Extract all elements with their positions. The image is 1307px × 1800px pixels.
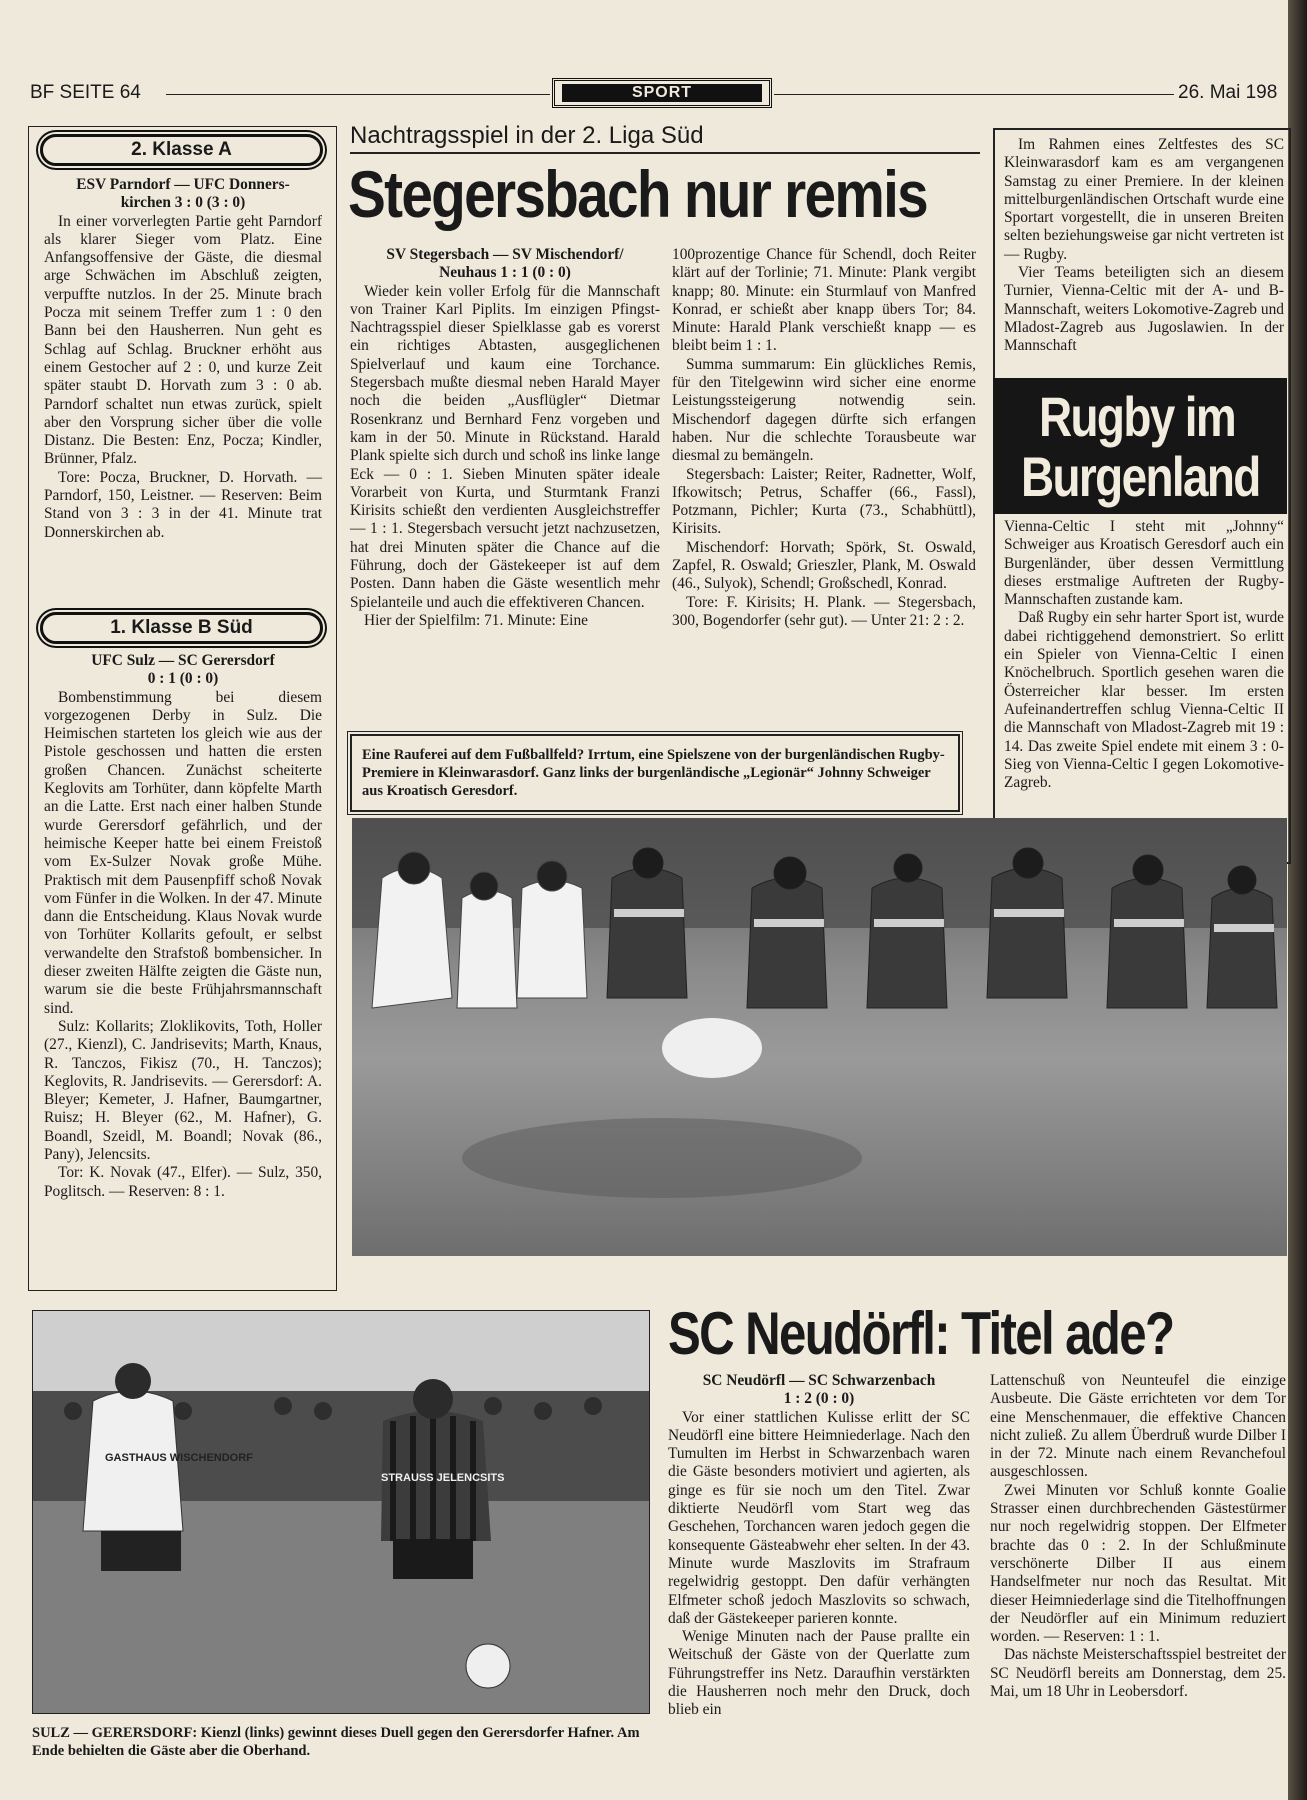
paragraph-lineup-home: Stegersbach: Laister; Reiter, Radnetter, Wolf, Ifkowitsch; Petrus, Schaffer (66., Fassl), Potzmann, Pichler; Kurta (73., Schabhüttl), Kirisits. [672,465,976,538]
paragraph-tor: Tor: K. Novak (47., Elfer). — Sulz, 350, Poglitsch. — Reserven: 8 : 1. [44,1164,322,1200]
headline-line-1: Rugby im [1039,385,1236,448]
paragraph: Summa summarum: Ein glückliches Remis, für den Titelgewinn wird sicher eine enorme Leistungssteigerung notwendig sein. Mischendorf dagegen dürfte sich erfangen haben. Nur die schlechte Torausbeute war diesmal zu bemängeln. [672,355,976,465]
paragraph: Vor einer stattlichen Kulisse erlitt der SC Neudörfl eine bittere Heimniederlage. Nach den Tumulten im Herbst in Schwarzenbach waren die Gäste besonders motiviert und agierten, als ginge es für sie noch um den Titel. Zwar diktierte Neudörfl vom Start weg das Geschehen, Torchancen waren jedoch gegen die konsequente Gästeabwehr eher selten. In der 43. Minute wurde Maszlovits im Strafraum regelwidrig gestoppt. Den dafür verhängten Elfmeter schoß jedoch Maszlovits so schwach, daß der Gästekeeper parieren konnte. [668,1408,970,1627]
rugby-headline-box [993,378,1287,514]
neudoerfl-column-2 [990,1372,1286,1701]
game-teams: SC Neudörfl — SC Schwarzenbach [702,1372,936,1389]
rugby-photo-illustration [352,818,1287,1256]
sport-label-box [552,78,772,108]
paragraph: Bombenstimmung bei diesem vorgezogenen Derby in Sulz. Die Heimischen starteten los gleich wie aus der Pistole geschossen und hatten die ersten großen Chancen. Zunächst scheiterte Keglovits am Torhüter, dann köpfelte Marth an die Latte. Erst nach einer halben Stunde wurde Gerersdorf gefährlich, und der heimische Keeper hatte bei einem Freistoß vom Ex-Sulzer Novak große Mühe. Praktisch mit dem Pausenpfiff schoß Novak vom Fünfer in die Wolken. In der 47. Minute dann die Entscheidung. Klaus Novak wurde von Torhüter Kollarits gefoult, er selbst verwandelte den Strafstoß bombensicher. In dieser zweiten Hälfte zeigten die Gäste nun, warum sie die beste Frühjahrsmannschaft sind. [44,688,322,1017]
paragraph: Im Rahmen eines Zeltfestes des SC Kleinwarasdorf kam es am vergangenen Samstag zu einer Premiere. In der kleinen mittelburgenländischen Ortschaft wurde eine Sportart vorgestellt, die in unseren Breiten selten beziehungsweise gar nicht vertreten ist — Rugby. [1004,136,1284,263]
paragraph: Hier der Spielfilm: 71. Minute: Eine [364,611,588,629]
headline-stegersbach: Stegersbach nur remis [348,157,928,231]
paragraph: Vienna-Celtic I steht mit „Johnny“ Schweiger aus Kroatisch Geresdorf auch ein Burgenländer, über dessen Vermittlung dieses erstmalige Auftreten der Rugby-Mannschaften zustande kam. [1004,518,1284,609]
neudoerfl-column-1 [668,1372,970,1720]
paragraph: 100prozentige Chance für Schendl, doch Reiter klärt auf der Torlinie; 71. Minute: Plank vergibt knapp; 80. Minute: ein Sturmlauf von Manfred Konrad, er schießt aber knapp übers Tor; 84. Minute: Harald Plank verschießt knapp — es bleibt beim 1 : 1. [672,246,976,355]
jersey-text-1: GASTHAUS WISCHENDORF [105,1452,253,1464]
headline-neudoerfl: SC Neudörfl: Titel ade? [668,1300,1174,1367]
kicker: Nachtragsspiel in der 2. Liga Süd [350,122,704,149]
game-score: 0 : 1 (0 : 0) [147,670,219,688]
page-number: BF SEITE 64 [30,82,141,103]
headline-line-2: Burgenland [1021,445,1260,508]
paragraph-tore: Tore: Pocza, Bruckner, D. Horvath. — Parndorf, 150, Leistner. — Reserven: Beim Stand von 3 : 3 in der 41. Minute trat Donnerskirchen ab. [44,468,322,541]
header-rule-left [166,94,550,95]
game-result: ESV Parndorf — UFC Donners-kirchen 3 : 0 (3 : 0) [76,176,290,212]
game-teams: UFC Sulz — SC Gerersdorf [91,652,275,669]
paragraph-lineups: Sulz: Kollarits; Zloklikovits, Toth, Holler (27., Kienzl), C. Jandrisevits; Marth, Knaus, R. Tanczos, Fikisz (70., H. Tanczos); Keglovits, R. Jandrisevits. — Gerersdorf: A. Bleyer; Kemeter, J. Hafner, Baumgartner, Ruisz; H. Bleyer (62., M. Hafner), G. Boandl, Szeidl, M. Boandl; Novak (86., Pany), Jelencsits. [44,1017,322,1164]
sulz-photo-illustration [33,1311,649,1713]
paragraph: Wenige Minuten nach der Pause prallte ein Weitschuß der Gäste von der Querlatte zum Führungstreffer ins Netz. Daraufhin verstärkten die Hausherren noch mehr den Druck, doch blieb ein [668,1628,970,1719]
rugby-photo [352,818,1287,1256]
rugby-intro [1004,136,1284,356]
sulz-photo-caption: SULZ — GERERSDORF: Kienzl (links) gewinnt dieses Duell gegen den Gerersdorfer Hafner. Am Ende behielten die Gäste aber die Oberhand. [32,1725,640,1759]
paragraph: In einer vorverlegten Partie geht Parndorf als klarer Sieger vom Platz. Eine Anfangsoffensive der Gäste, die diesmal arge Schwächen im Abschluß zeigten, verpuffte nutzlos. In der 25. Minute brach Pocza mit seinem Treffer zum 1 : 0 den Bann bei den Hausherren. Nun geht es Schlag auf Schlag. Bruckner erhöht aus einem Gestocher auf 2 : 0, und kurze Zeit später staubt D. Horvath zum 3 : 0 ab. Parndorf schaltet nun etwas zurück, spielt aber den Vorsprung sicher über die volle Distanz. Die Besten: Enz, Pocza; Kindler, Brünner, Pfalz. [44,212,322,468]
game-result: SV Stegersbach — SV Mischendorf/ Neuhaus 1 : 1 (0 : 0) [386,246,624,282]
header-rule-right [774,94,1174,95]
paragraph: Lattenschuß von Neunteufel die einzige Ausbeute. Die Gäste errichteten vor dem Tor eine Menschenmauer, die effektive Chancen nicht zuließ. Zu allem Überdruß wurde Dilber I in der 72. Minute nach einem Revanchefoul ausgeschlossen. [990,1372,1286,1481]
paragraph: Zwei Minuten vor Schluß konnte Goalie Strasser einen durchbrechenden Gästestürmer nur noch regelwidrig stoppen. Der Elfmeter brachte das 0 : 2. In der Schlußminute verschönerte Dilber II aus einem Handselfmeter nur noch das Resultat. Mit dieser Heimniederlage sind die Titelhoffnungen der Neudörfler auf ein Minimum reduziert worden. — Reserven: 1 : 1. [990,1481,1286,1646]
paragraph: Vier Teams beteiligten sich an diesem Turnier, Vienna-Celtic mit der A- und B-Mannschaft, weiters Lokomotive-Zagreb und Mladost-Zagreb aus Jugoslawien. In der Mannschaft [1004,264,1284,355]
jersey-text-2: STRAUSS JELENCSITS [381,1472,505,1484]
stegersbach-column-2 [672,246,976,630]
paragraph-lineup-away: Mischendorf: Horvath; Spörk, St. Oswald, Zapfel, R. Oswald; Grieszler, Plank, M. Oswald (46., Sulyok), Schendl; Großschedl, Konrad. [672,538,976,593]
paragraph: Das nächste Meisterschaftsspiel bestreitet der SC Neudörfl bereits am Donnerstag, dem 25. Mai, um 18 Uhr in Leobersdorf. [990,1646,1286,1701]
left-article-2 [44,652,322,1201]
page-date: 26. Mai 198 [1178,82,1278,103]
rugby-photo-caption: Eine Rauferei auf dem Fußballfeld? Irrtum, eine Spielszene von der burgenländischen Rugby-Premiere in Kleinwarasdorf. Ganz links der burgenländische „Legionär“ Johnny Schweiger aus Kroatisch Geresdorf. [350,734,960,812]
sulz-photo [32,1310,650,1714]
stegersbach-column-1 [350,246,660,630]
section-label: SPORT [562,84,762,102]
section-heading-1-klasse-b-sued: 1. Klasse B Süd [40,612,323,644]
game-score: 1 : 2 (0 : 0) [783,1390,855,1408]
paragraph: Wieder kein voller Erfolg für die Mannschaft von Trainer Karl Piplits. Im einzigen Pfingst-Nachtragsspiel dieser Spielklasse gab es vorerst ein richtiges Abtasten, ausgeglichenen Spielverlauf und kaum eine Torchance. Stegersbach mußte diesmal neben Harald Mayer noch die beiden „Ausflügler“ Dietmar Rosenkranz und Bernhard Fenz vorgeben und kam in der 50. Minute in Rückstand. Harald Plank spielte sich durch und schoß ins linke lange Eck — 0 : 1. Sieben Minuten später ideale Vorarbeit von Kurta, und Sturmtank Franzi Kirisits schießt den verdienten Ausgleichstreffer — 1 : 1. Stegersbach versucht jetzt nachzusetzen, hat drei Minuten später die Chance auf die Führung, doch der Gästekeeper ist auf dem Posten. Dann haben die Gäste wesentlich mehr Spielanteile und auch die effektiveren Chancen. [350,282,660,611]
rugby-body [1004,518,1284,792]
paragraph: Daß Rugby ein sehr harter Sport ist, wurde dabei richtiggehend demonstriert. So erlitt ein Spieler von Vienna-Celtic I einen Knöchelbruch. Sportlich gesehen waren die Österreicher klar besser. Im ersten Aufeinandertreffen schlug Vienna-Celtic II die Mannschaft von Mladost-Zagreb mit 19 : 14. Das zweite Spiel endete mit einem 3 : 0-Sieg von Vienna-Celtic I gegen Lokomotive-Zagreb. [1004,609,1284,792]
left-article-1 [44,176,322,542]
section-heading-2-klasse-a: 2. Klasse A [40,134,323,166]
paragraph-tore: Tore: F. Kirisits; H. Plank. — Stegersbach, 300, Bogendorfer (sehr gut). — Unter 21: 2 : 2. [672,593,976,629]
